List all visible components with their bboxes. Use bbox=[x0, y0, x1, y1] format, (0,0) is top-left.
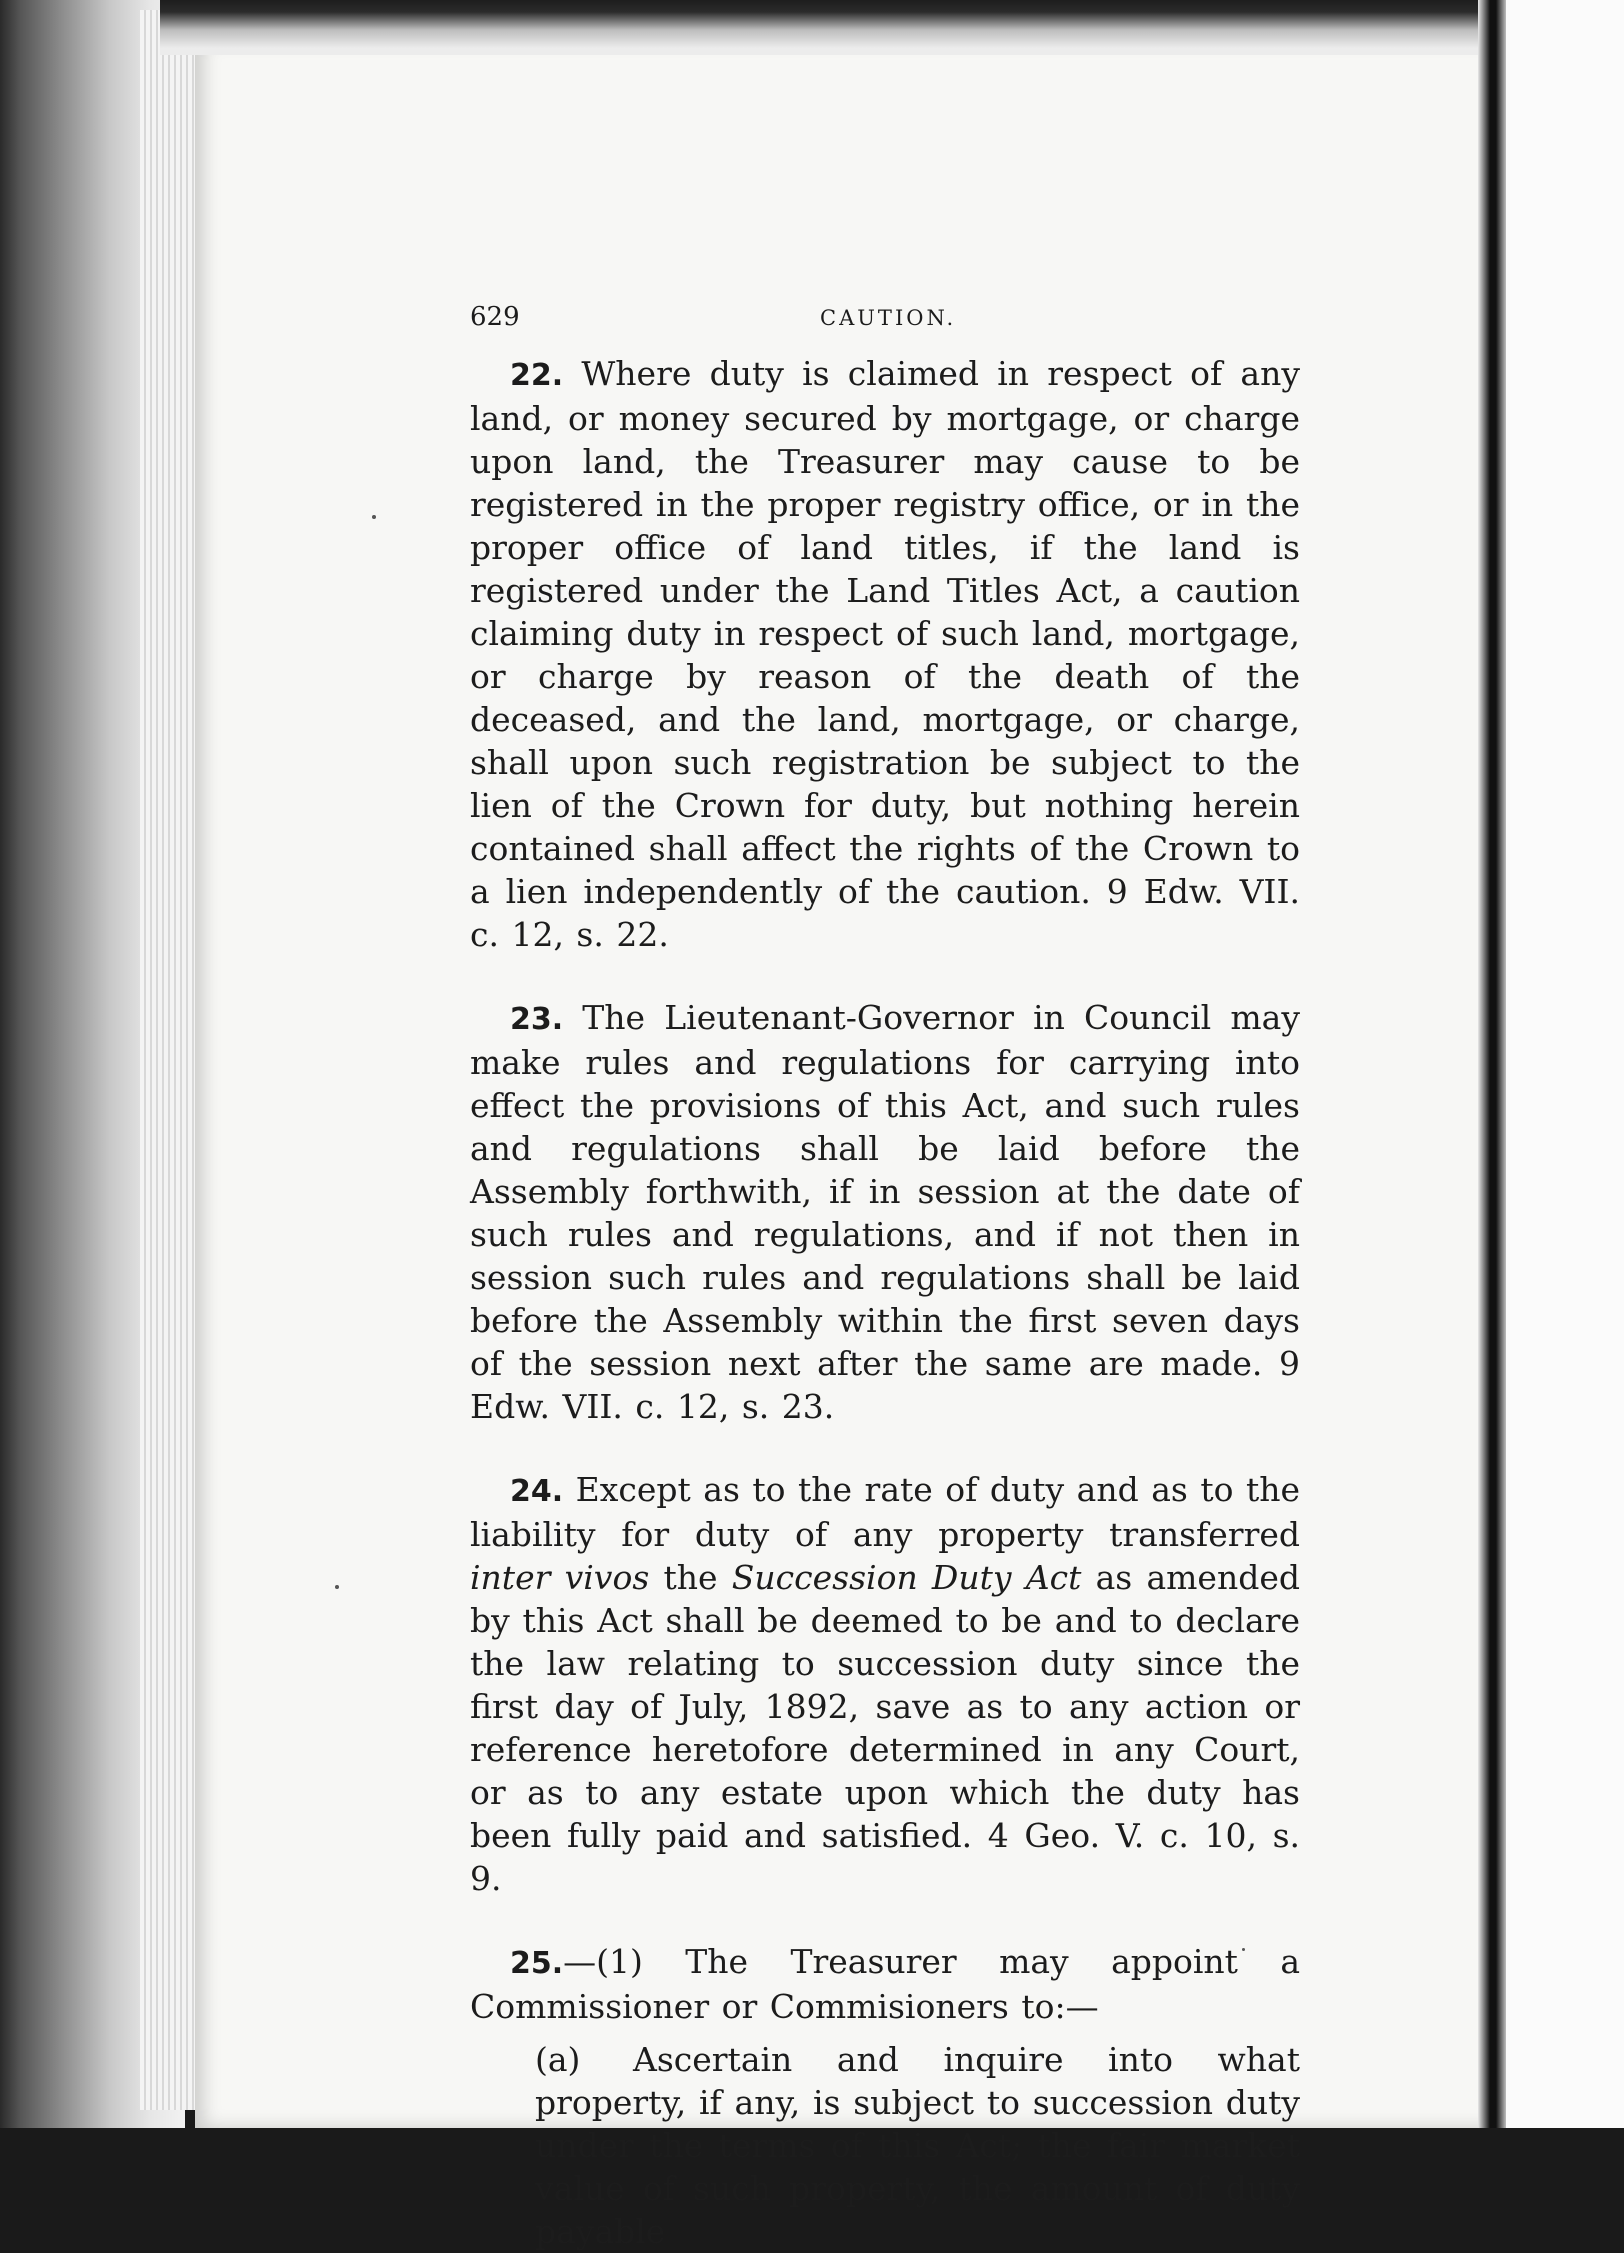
section-text: Except as to the rate of duty and as to the liability for duty of any property transferred bbox=[470, 1470, 1301, 1554]
clause-a bbox=[535, 2038, 1300, 2253]
section-text: the bbox=[649, 1558, 732, 1597]
page-content bbox=[470, 300, 1300, 2253]
running-head-title: CAUTION. bbox=[820, 306, 957, 330]
page-top-shadow bbox=[160, 0, 1500, 55]
section-23 bbox=[470, 996, 1300, 1428]
section-24 bbox=[470, 1468, 1300, 1900]
section-text: Where duty is claimed in respect of any land, or money secured by mortgage, or charge upon land, the Treasurer may cause to be registered in the proper registry office, or in the proper office of land titles, if the land is registered under the Land Titles Act, a caution claiming duty in respect of such land, mortgage, or charge by reason of the death of the deceased, and the land, mortgage, or charge, shall upon such registration be subject to the lien of the Crown for duty, but nothing herein contained shall affect the rights of the Crown to a lien independently of the caution. 9 Edw. VII. c. 12, s. 22. bbox=[470, 354, 1300, 954]
page-number: 629 bbox=[470, 302, 520, 332]
section-number: 22. bbox=[510, 358, 564, 393]
section-25 bbox=[470, 1940, 1300, 2028]
print-speck bbox=[372, 515, 376, 519]
clause-text: Ascertain and inquire into what property, if any, is subject to succession duty under the terms of this Act; the fair market value of such property, the amount of duty payable bbox=[535, 2040, 1300, 2251]
section-number: 25. bbox=[510, 1946, 564, 1981]
act-title: Succession Duty Act bbox=[731, 1558, 1082, 1597]
book-gutter bbox=[1478, 0, 1508, 2128]
section-number: 24. bbox=[510, 1474, 564, 1509]
italic-term: inter vivos bbox=[470, 1558, 650, 1597]
section-22 bbox=[470, 352, 1300, 956]
print-speck bbox=[335, 1585, 339, 1589]
section-text: —(1) The Treasurer may appoint a Commissioner or Commisioners to:— bbox=[470, 1942, 1300, 2026]
section-text: as amended by this Act shall be deemed to be and to declare the law relating to succession duty since the first day of July, 1892, save as to any action or reference heretofore determined in any Court, or as to any estate upon which the duty has been fully paid and satisfied. 4 Geo. V. c. 10, s. 9. bbox=[470, 1558, 1300, 1898]
facing-page bbox=[1506, 0, 1624, 2128]
section-text: The Lieutenant-Governor in Council may make rules and regulations for carrying into effect the provisions of this Act, and such rules and regulations shall be laid before the Assembly forthwith, if in session at the date of such rules and regulations, and if not then in session such rules and regulations shall be laid before the Assembly within the first seven days of the session next after the same are made. 9 Edw. VII. c. 12, s. 23. bbox=[470, 998, 1300, 1426]
running-head bbox=[470, 300, 1300, 340]
section-number: 23. bbox=[510, 1002, 564, 1037]
page-stack bbox=[140, 10, 200, 2110]
clause-label: (a) bbox=[535, 2040, 581, 2079]
